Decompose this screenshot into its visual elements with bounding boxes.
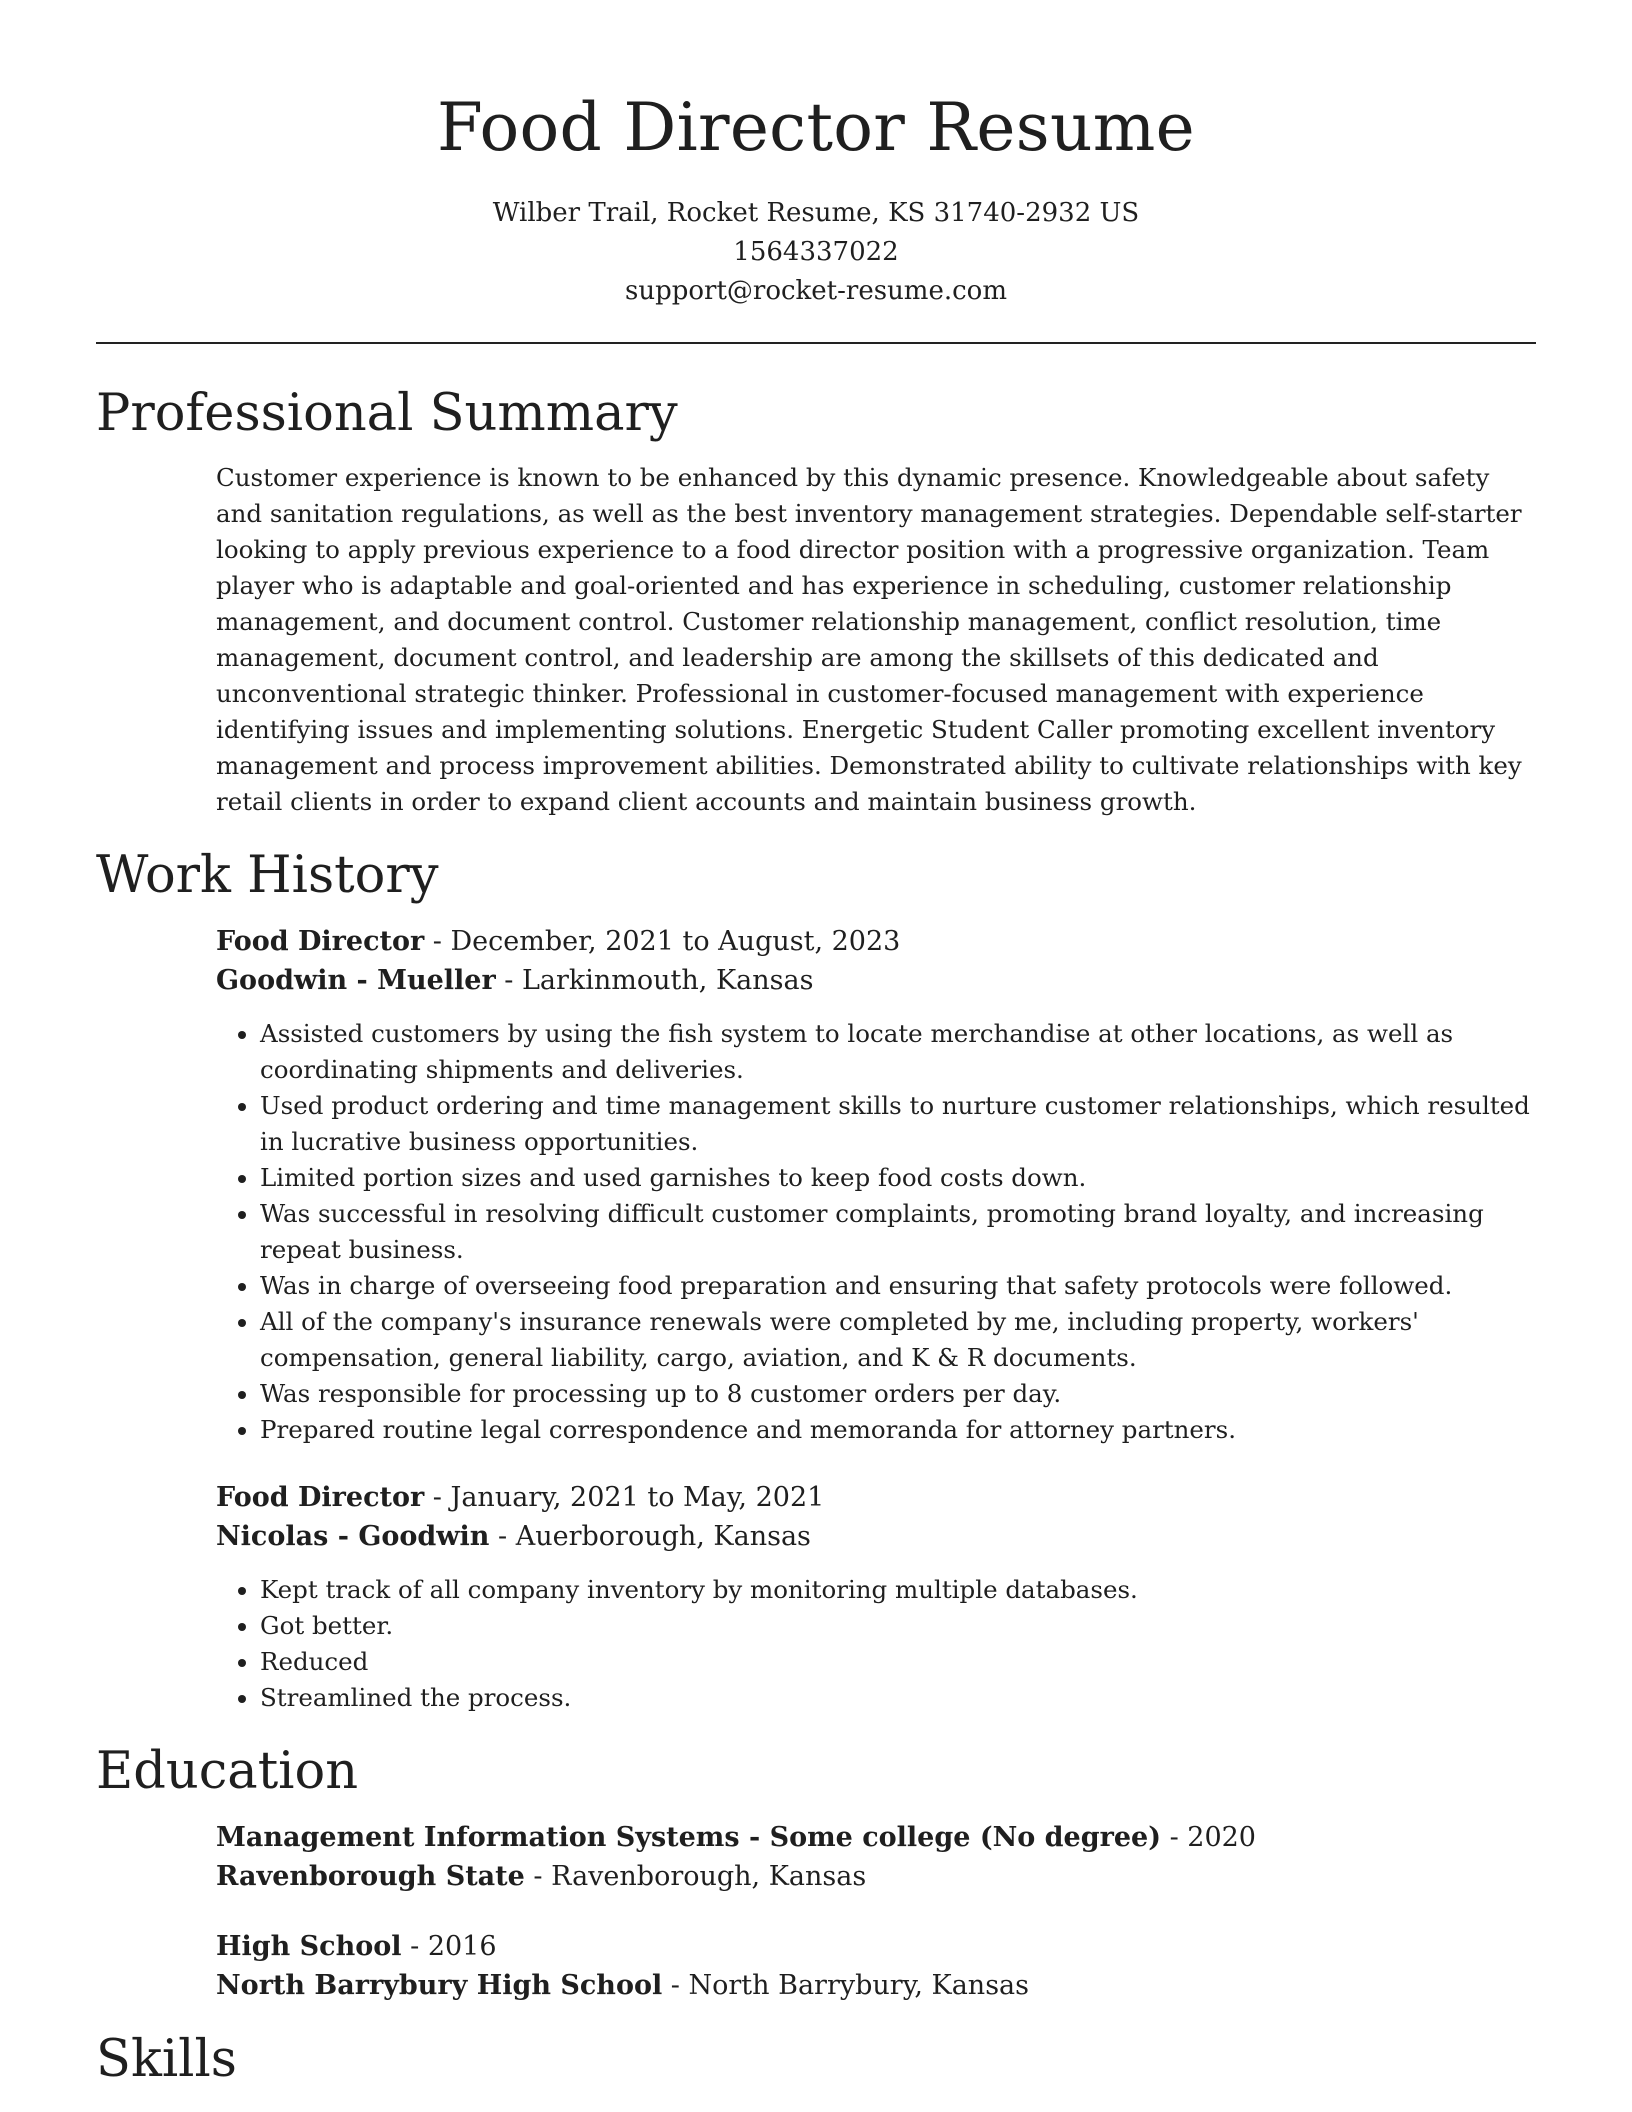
- list-item: • Was responsible for processing up to 8 customer orders per day.: [260, 1376, 1536, 1412]
- education-school: Ravenborough State: [216, 1861, 525, 1892]
- section-title-work-history: Work History: [96, 846, 439, 905]
- job-entry: [216, 922, 1536, 1448]
- education-year: - 2020: [1160, 1822, 1256, 1853]
- job-location: - Auerborough, Kansas: [489, 1521, 811, 1552]
- list-item: • Was in charge of overseeing food preparation and ensuring that safety protocols were followed.: [260, 1268, 1536, 1304]
- job-title-line: [216, 1478, 1536, 1517]
- section-title-education: Education: [96, 1742, 359, 1801]
- job-title-line: [216, 922, 1536, 961]
- list-item: • Used product ordering and time management skills to nurture customer relationships, which resulted in lucrative business opportunities.: [260, 1088, 1536, 1160]
- list-item: • Kept track of all company inventory by monitoring multiple databases.: [260, 1572, 1536, 1608]
- education-degree-line: [216, 1927, 1536, 1966]
- job-duties-list: [216, 1016, 1536, 1448]
- job-company: Goodwin - Mueller: [216, 965, 496, 996]
- job-company: Nicolas - Goodwin: [216, 1521, 490, 1552]
- education-school-line: [216, 1966, 1536, 2005]
- job-company-line: [216, 961, 1536, 1000]
- education-entry: [216, 1818, 1536, 1896]
- address: Wilber Trail, Rocket Resume, KS 31740-2932 US: [492, 198, 1140, 228]
- phone-number: 1564337022: [733, 237, 899, 267]
- resume-title: Food Director Resume: [436, 89, 1196, 166]
- header-divider: [96, 342, 1536, 344]
- education-degree-line: [216, 1818, 1536, 1857]
- section-title-skills: Skills: [96, 2030, 237, 2089]
- contact-info: [0, 194, 1632, 311]
- job-dates: - January, 2021 to May, 2021: [424, 1482, 825, 1513]
- list-item: • All of the company's insurance renewals were completed by me, including property, workers' compensation, general liability, cargo, aviation, and K & R documents.: [260, 1304, 1536, 1376]
- education-entry: [216, 1927, 1536, 2005]
- education-location: - North Barrybury, Kansas: [662, 1970, 1029, 2001]
- list-item: • Got better.: [260, 1608, 1536, 1644]
- summary-text: Customer experience is known to be enhanced by this dynamic presence. Knowledgeable about safety and sanitation regulations, as well as the best inventory management strategies. Dependable self-starter looking to apply previous experience to a food director position with a progressive organization. Team player who is adaptable and goal-oriented and has experience in scheduling, customer relationship management, and document control. Customer relationship management, conflict resolution, time management, document control, and leadership are among the skillsets of this dedicated and unconventional strategic thinker. Professional in customer-focused management with experience identifying issues and implementing solutions. Energetic Student Caller promoting excellent inventory management and process improvement abilities. Demonstrated ability to cultivate relationships with key retail clients in order to expand client accounts and maintain business growth.: [216, 463, 1522, 816]
- list-item: • Prepared routine legal correspondence and memoranda for attorney partners.: [260, 1412, 1536, 1448]
- section-title-summary: Professional Summary: [96, 384, 678, 443]
- education-school: North Barrybury High School: [216, 1970, 663, 2001]
- summary-block: [216, 460, 1536, 820]
- education-year: - 2016: [401, 1931, 497, 1962]
- list-item: • Was successful in resolving difficult customer complaints, promoting brand loyalty, and increasing repeat business.: [260, 1196, 1536, 1268]
- job-dates: - December, 2021 to August, 2023: [424, 926, 901, 957]
- resume-header: [0, 86, 1632, 311]
- education-school-line: [216, 1857, 1536, 1896]
- education-degree: Management Information Systems - Some college (No degree): [216, 1822, 1161, 1853]
- list-item: • Limited portion sizes and used garnishes to keep food costs down.: [260, 1160, 1536, 1196]
- list-item: • Streamlined the process.: [260, 1680, 1536, 1716]
- email-address: support@rocket-resume.com: [624, 276, 1007, 306]
- education-location: - Ravenborough, Kansas: [524, 1861, 867, 1892]
- job-role: Food Director: [216, 926, 425, 957]
- job-location: - Larkinmouth, Kansas: [495, 965, 814, 996]
- education-degree: High School: [216, 1931, 402, 1962]
- job-company-line: [216, 1517, 1536, 1556]
- job-entry: [216, 1478, 1536, 1716]
- list-item: • Assisted customers by using the fish system to locate merchandise at other locations, as well as coordinating shipments and deliveries.: [260, 1016, 1536, 1088]
- job-duties-list: [216, 1572, 1536, 1716]
- list-item: • Reduced: [260, 1644, 1536, 1680]
- job-role: Food Director: [216, 1482, 425, 1513]
